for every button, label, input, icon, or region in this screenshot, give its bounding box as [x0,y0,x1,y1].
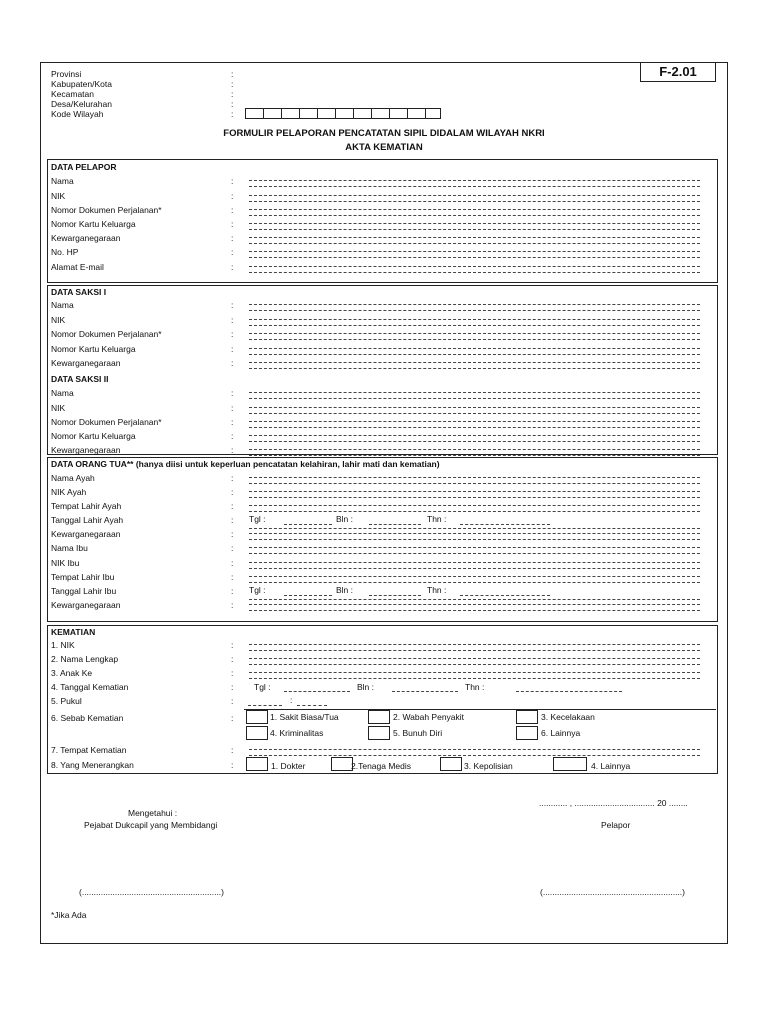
pelapor-field-4-label: Kewarganegaraan [51,233,121,243]
section-kematian [47,625,718,774]
sebab-option-label: 6. Lainnya [541,728,581,738]
orangtua-field-4-label: Kewarganegaraan [51,529,121,539]
saksi2-field-3-line-secondary[interactable] [249,441,700,442]
field-colon: : [231,745,234,755]
saksi1-field-1-label: NIK [51,315,66,325]
orangtua-field-5-line[interactable] [249,547,700,548]
form-subtitle: AKTA KEMATIAN [345,142,423,153]
kematian-field-4-label: 5. Pukul [51,696,82,706]
mengetahui-label: Mengetahui : [128,808,178,818]
menerangkan-option-label: 3. Kepolisian [464,761,513,771]
bln-label: Bln : [336,585,354,595]
field-colon: : [231,543,234,553]
saksi2-field-3-label: Nomor Kartu Keluarga [51,431,136,441]
field-colon: : [231,640,234,650]
kematian-heading: KEMATIAN [51,627,96,637]
saksi2-field-1-line-secondary[interactable] [249,413,700,414]
field-colon: : [231,760,234,770]
orangtua-field-9-label: Kewarganegaraan [51,600,121,610]
kode-wilayah-box[interactable] [407,108,426,119]
kode-wilayah-box[interactable] [281,108,300,119]
field-colon: : [231,358,234,368]
header-colon: : [231,109,234,119]
field-colon: : [231,682,234,692]
kematian-field-2-line-secondary[interactable] [249,678,700,679]
orangtua-field-7-label: Tempat Lahir Ibu [51,572,115,582]
saksi1-field-1-line[interactable] [249,319,700,320]
form-title: FORMULIR PELAPORAN PENCATATAN SIPIL DIDALAM WILAYAH NKRI [223,128,545,139]
sebab-checkbox-4[interactable] [246,726,268,740]
kode-wilayah-box[interactable] [389,108,408,119]
saksi2-field-0-line-secondary[interactable] [249,398,700,399]
orangtua-field-5-line-secondary[interactable] [249,553,700,554]
field-colon: : [231,191,234,201]
kode-wilayah-box[interactable] [263,108,282,119]
kematian-field-6-line[interactable] [249,749,700,750]
orangtua-field-5-label: Nama Ibu [51,543,88,553]
kode-wilayah-box[interactable] [335,108,354,119]
pelapor-field-0-line-secondary[interactable] [249,186,700,187]
field-colon: : [231,329,234,339]
kode-wilayah-box[interactable] [353,108,372,119]
pukul-hour-line[interactable] [248,705,282,706]
saksi1-field-3-line[interactable] [249,348,700,349]
orangtua-field-1-label: NIK Ayah [51,487,87,497]
field-colon: : [231,487,234,497]
menerangkan-checkbox-1[interactable] [246,757,268,771]
form-code: F-2.01 [640,62,716,82]
kematian-field-1-line[interactable] [249,658,700,659]
saksi1-field-2-line-secondary[interactable] [249,339,700,340]
saksi2-field-1-label: NIK [51,403,66,413]
orangtua-field-7-line-secondary[interactable] [249,582,700,583]
header-colon: : [231,79,234,89]
field-colon: : [231,473,234,483]
pelapor-field-5-line-secondary[interactable] [249,257,700,258]
orangtua-field-2-line-secondary[interactable] [249,511,700,512]
orangtua-field-9-line-secondary[interactable] [249,610,700,611]
saksi2-field-3-line[interactable] [249,435,700,436]
kematian-field-6-line-secondary[interactable] [249,755,700,756]
pelapor-signature-line[interactable]: (...........................................................) [540,887,685,897]
sebab-checkbox-2[interactable] [368,710,390,724]
saksi2-field-4-line[interactable] [249,449,700,450]
field-colon: : [231,344,234,354]
menerangkan-checkbox-4[interactable] [553,757,587,771]
menerangkan-option-label: 1. Dokter [271,761,306,771]
field-colon: : [231,668,234,678]
sebab-option-label: 2. Wabah Penyakit [393,712,465,722]
menerangkan-option-label: 2.Tenaga Medis [351,761,412,771]
thn-label: Thn : [427,514,447,524]
field-colon: : [231,315,234,325]
tgl-line[interactable] [284,595,332,596]
saksi2-field-2-line[interactable] [249,421,700,422]
sebab-checkbox-6[interactable] [516,726,538,740]
orangtua-field-6-line-secondary[interactable] [249,568,700,569]
sebab-options-top-rule [244,709,716,710]
saksi2-field-4-label: Kewarganegaraan [51,445,121,455]
kematian-field-3-label: 4. Tanggal Kematian [51,682,129,692]
saksi1-field-2-label: Nomor Dokumen Perjalanan* [51,329,162,339]
kematian-field-2-label: 3. Anak Ke [51,668,93,678]
orangtua-field-2-line[interactable] [249,505,700,506]
section-pelapor [47,159,718,283]
saksi2-field-1-line[interactable] [249,407,700,408]
pelapor-field-6-label: Alamat E-mail [51,262,104,272]
kematian-field-1-label: 2. Nama Lengkap [51,654,119,664]
kematian-field-1-line-secondary[interactable] [249,664,700,665]
sebab-option-label: 5. Bunuh Diri [393,728,443,738]
saksi1-field-0-label: Nama [51,300,74,310]
saksi1-field-0-line-secondary[interactable] [249,310,700,311]
orangtua-field-4-line[interactable] [249,533,700,534]
orangtua-field-8-line-secondary[interactable] [249,599,700,600]
saksi1-field-4-line-secondary[interactable] [249,368,700,369]
saksi2-heading: DATA SAKSI II [51,374,109,384]
sebab-checkbox-3[interactable] [516,710,538,724]
pukul-separator: : [290,695,293,705]
pelapor-heading: DATA PELAPOR [51,162,117,172]
field-colon: : [231,713,234,723]
pejabat-label: Pejabat Dukcapil yang Membidangi [84,820,218,830]
field-colon: : [231,515,234,525]
field-colon: : [231,529,234,539]
field-colon: : [231,219,234,229]
menerangkan-option-label: 4. Lainnya [591,761,631,771]
kematian-bln-line[interactable] [392,691,458,692]
pelapor-field-1-line[interactable] [249,195,700,196]
kematian-field-0-line-secondary[interactable] [249,650,700,651]
field-colon: : [231,247,234,257]
saksi1-field-1-line-secondary[interactable] [249,325,700,326]
saksi2-field-0-line[interactable] [249,392,700,393]
saksi1-field-2-line[interactable] [249,333,700,334]
menerangkan-checkbox-2[interactable] [331,757,353,771]
kematian-field-6-label: 7. Tempat Kematian [51,745,127,755]
kode-wilayah-box[interactable] [245,108,264,119]
field-colon: : [231,431,234,441]
orangtua-field-0-line-secondary[interactable] [249,483,700,484]
tgl-label: Tgl : [249,585,266,595]
kematian-thn-line[interactable] [516,691,622,692]
field-colon: : [231,417,234,427]
saksi2-field-0-label: Nama [51,388,74,398]
field-colon: : [231,558,234,568]
menerangkan-checkbox-3[interactable] [440,757,462,771]
signature-date-line: ............ , .................................. 20 ........ [539,798,688,808]
pelapor-field-3-label: Nomor Kartu Keluarga [51,219,136,229]
saksi2-field-4-line-secondary[interactable] [249,455,700,456]
field-colon: : [231,205,234,215]
orangtua-field-4-line-secondary[interactable] [249,539,700,540]
saksi2-field-2-label: Nomor Dokumen Perjalanan* [51,417,162,427]
tgl-line[interactable] [284,524,332,525]
field-colon: : [231,388,234,398]
field-colon: : [231,586,234,596]
field-colon: : [231,403,234,413]
footnote: *Jika Ada [51,910,87,920]
pelapor-field-2-label: Nomor Dokumen Perjalanan* [51,205,162,215]
pelapor-field-4-line[interactable] [249,237,700,238]
pelapor-field-0-line[interactable] [249,180,700,181]
orangtua-field-2-label: Tempat Lahir Ayah [51,501,122,511]
pukul-minute-line[interactable] [297,705,327,706]
pelapor-field-3-line[interactable] [249,223,700,224]
orangtua-field-0-line[interactable] [249,477,700,478]
field-colon: : [231,233,234,243]
header-colon: : [231,69,234,79]
pelapor-field-5-label: No. HP [51,247,79,257]
pelapor-field-0-label: Nama [51,176,74,186]
field-colon: : [231,176,234,186]
pelapor-field-2-line-secondary[interactable] [249,215,700,216]
field-colon: : [231,300,234,310]
saksi1-field-0-line[interactable] [249,304,700,305]
orangtua-field-7-line[interactable] [249,576,700,577]
orangtua-field-6-label: NIK Ibu [51,558,80,568]
orangtua-field-1-line[interactable] [249,491,700,492]
kematian-thn-label: Thn : [465,682,485,692]
sebab-checkbox-1[interactable] [246,710,268,724]
kode-wilayah-box[interactable] [317,108,336,119]
kode-wilayah-box[interactable] [371,108,390,119]
sebab-option-label: 3. Kecelakaan [541,712,595,722]
header-label-desa: Desa/Kelurahan [51,99,112,109]
tgl-label: Tgl : [249,514,266,524]
pelapor-field-3-line-secondary[interactable] [249,229,700,230]
pelapor-field-6-line[interactable] [249,266,700,267]
orangtua-field-6-line[interactable] [249,562,700,563]
pelapor-field-6-line-secondary[interactable] [249,272,700,273]
kematian-field-5-label: 6. Sebab Kematian [51,713,124,723]
kode-wilayah-box[interactable] [425,108,441,119]
pelapor-field-1-label: NIK [51,191,66,201]
kematian-field-7-label: 8. Yang Menerangkan [51,760,134,770]
orangtua-field-1-line-secondary[interactable] [249,497,700,498]
orangtua-field-0-label: Nama Ayah [51,473,95,483]
kematian-field-0-label: 1. NIK [51,640,75,650]
kode-wilayah-box[interactable] [299,108,318,119]
bln-line[interactable] [369,595,421,596]
orangtua-field-3-label: Tanggal Lahir Ayah [51,515,124,525]
field-colon: : [231,262,234,272]
field-colon: : [231,445,234,455]
header-label-provinsi: Provinsi [51,69,82,79]
kematian-field-2-line[interactable] [249,672,700,673]
kematian-field-0-line[interactable] [249,644,700,645]
field-colon: : [231,654,234,664]
header-colon: : [231,99,234,109]
header-label-kode-wilayah: Kode Wilayah [51,109,104,119]
saksi1-field-3-label: Nomor Kartu Keluarga [51,344,136,354]
orangtua-field-3-line-secondary[interactable] [249,528,700,529]
pelapor-field-5-line[interactable] [249,251,700,252]
saksi1-field-3-line-secondary[interactable] [249,354,700,355]
pelapor-field-2-line[interactable] [249,209,700,210]
pelapor-field-1-line-secondary[interactable] [249,201,700,202]
sebab-checkbox-5[interactable] [368,726,390,740]
kematian-tgl-label: Tgl : [254,682,271,692]
field-colon: : [231,600,234,610]
saksi1-heading: DATA SAKSI I [51,287,107,297]
field-colon: : [231,696,234,706]
thn-label: Thn : [427,585,447,595]
kematian-bln-label: Bln : [357,682,375,692]
saksi2-field-2-line-secondary[interactable] [249,427,700,428]
bln-label: Bln : [336,514,354,524]
field-colon: : [231,501,234,511]
saksi1-field-4-label: Kewarganegaraan [51,358,121,368]
header-label-kabupaten: Kabupaten/Kota [51,79,112,89]
orangtua-heading: DATA ORANG TUA** (hanya diisi untuk keperluan pencatatan kelahiran, lahir mati dan kematian) [51,459,440,469]
orangtua-field-9-line[interactable] [249,604,700,605]
pelapor-field-4-line-secondary[interactable] [249,243,700,244]
kematian-tgl-line[interactable] [284,691,350,692]
header-label-kecamatan: Kecamatan [51,89,94,99]
sebab-option-label: 4. Kriminalitas [270,728,324,738]
sebab-option-label: 1. Sakit Biasa/Tua [270,712,339,722]
thn-line[interactable] [460,524,550,525]
orangtua-field-8-label: Tanggal Lahir Ibu [51,586,117,596]
pelapor-label: Pelapor [601,820,631,830]
thn-line[interactable] [460,595,550,596]
header-colon: : [231,89,234,99]
field-colon: : [231,572,234,582]
bln-line[interactable] [369,524,421,525]
saksi1-field-4-line[interactable] [249,362,700,363]
pejabat-signature-line[interactable]: (...........................................................) [79,887,224,897]
